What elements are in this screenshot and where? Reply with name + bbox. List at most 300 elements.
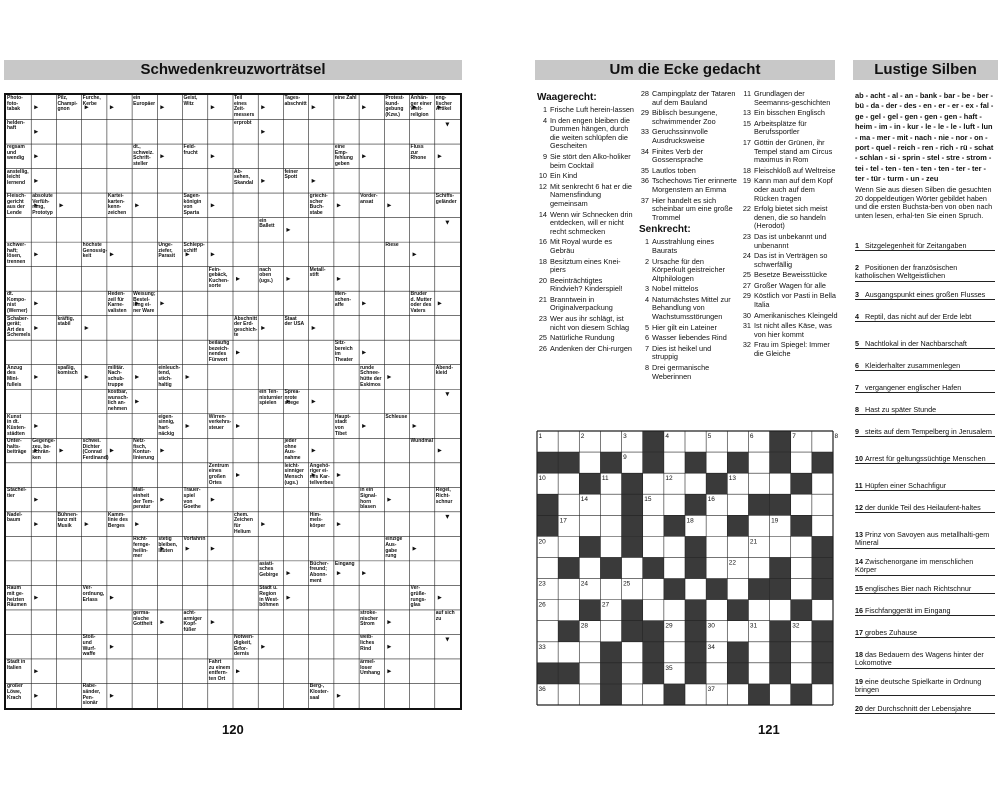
black-cell bbox=[537, 663, 558, 684]
black-cell bbox=[622, 494, 643, 515]
clue-text: Amerikanisches Kleingeld bbox=[754, 310, 838, 320]
clue-cell: schwer- haft; lösen, trennen bbox=[7, 242, 26, 265]
clue-text: Ursache für den Körperkult geistreicher Altphilologen bbox=[652, 256, 726, 283]
clue-arrow bbox=[261, 179, 265, 183]
clue-arrow bbox=[362, 424, 366, 428]
clue-arrow bbox=[110, 252, 114, 256]
black-cell bbox=[664, 515, 685, 536]
ecke-clue bbox=[639, 285, 737, 294]
clue-arrow bbox=[438, 154, 442, 158]
clue-text: Ein Kind bbox=[550, 171, 578, 181]
clue-arrow bbox=[110, 596, 114, 600]
clue-cell: germa- nische Gottheit bbox=[133, 609, 153, 628]
cell-number: 9 bbox=[623, 454, 627, 462]
ecke-clue bbox=[741, 109, 839, 118]
black-cell bbox=[812, 579, 833, 600]
clue-text: Ein bisschen Englisch bbox=[754, 108, 825, 118]
clue-arrow bbox=[110, 694, 114, 698]
clue-arrow bbox=[34, 326, 38, 330]
cell-number: 35 bbox=[665, 664, 673, 672]
silben-item-text: Arrest für geltungssüchtige Menschen bbox=[865, 454, 986, 463]
clue-text: Dies ist heikel und struppig bbox=[652, 343, 712, 362]
clue-text: Mit senkrecht 6 hat er die Namensfindung gemeinsam bbox=[550, 181, 632, 208]
ecke-clue bbox=[741, 271, 839, 280]
silben-section bbox=[855, 91, 995, 221]
clue-number: 12 bbox=[538, 181, 547, 191]
silben-item-text: der Durchschnitt der Lebensjahre bbox=[865, 704, 972, 713]
silben-item-text: Zwischenorgane im menschlichen Körper bbox=[855, 557, 974, 575]
clue-arrow bbox=[160, 620, 164, 624]
black-cell bbox=[770, 579, 791, 600]
clue-text: Göttin der Grünen, ihr Tempel stand am Circus maximus in Rom bbox=[754, 137, 833, 165]
clue-number: 9 bbox=[542, 151, 547, 161]
clue-arrow bbox=[286, 277, 290, 281]
cell-number: 29 bbox=[665, 622, 673, 630]
clue-arrow bbox=[160, 301, 164, 305]
clue-arrow bbox=[211, 154, 215, 158]
silben-item-text: Fischfanggerät im Eingang bbox=[865, 606, 951, 615]
clue-number: 22 bbox=[742, 204, 751, 214]
ecke-clue bbox=[537, 258, 635, 275]
ecke-clue bbox=[639, 90, 737, 107]
clue-cell: Unge- ziefer, Parasit bbox=[158, 242, 176, 260]
clue-number: 34 bbox=[640, 146, 649, 156]
cell-number: 3 bbox=[623, 433, 627, 440]
clue-cell: Ver- ordnung, Erlass bbox=[82, 585, 105, 603]
silben-item-number: 6 bbox=[855, 361, 859, 370]
black-cell bbox=[727, 642, 748, 663]
silben-item bbox=[855, 455, 995, 464]
clue-cell: ein Europäer bbox=[133, 95, 156, 107]
black-cell bbox=[748, 684, 769, 705]
ecke-clue bbox=[537, 315, 635, 332]
silben-item bbox=[855, 678, 995, 696]
clue-number: 4 bbox=[644, 294, 649, 304]
clue-number: 1 bbox=[542, 105, 547, 114]
clue-cell: Anhän- ger einer Welt- religion bbox=[410, 95, 432, 118]
clue-number: 2 bbox=[644, 256, 649, 266]
cell-number: 22 bbox=[728, 559, 737, 567]
clue-arrow bbox=[85, 375, 89, 379]
clue-number: 18 bbox=[742, 165, 751, 175]
clue-arrow bbox=[387, 620, 391, 624]
silben-item-text: Nachtlokal in der Nachbarschaft bbox=[865, 339, 967, 348]
page-number-left: 120 bbox=[222, 722, 244, 737]
clue-text: Wer aus ihr schlägt, ist nicht von diesem Schlag bbox=[550, 314, 630, 332]
clue-cell: Schiffs- geländer bbox=[435, 193, 457, 205]
clue-arrow bbox=[362, 350, 366, 354]
cell-number: 16 bbox=[707, 496, 715, 504]
clue-text: Grundlagen der Seemanns-geschichten bbox=[754, 89, 831, 107]
silben-item-number: 4 bbox=[855, 312, 859, 321]
black-cell bbox=[685, 642, 706, 663]
clue-arrow bbox=[160, 105, 164, 109]
clue-cell: ein Ballett bbox=[259, 217, 275, 230]
clue-cell: Men- schen- affe bbox=[334, 291, 351, 309]
black-cell bbox=[685, 663, 706, 684]
black-cell bbox=[622, 536, 643, 557]
clue-number: 18 bbox=[538, 256, 547, 266]
silben-item bbox=[855, 651, 995, 669]
clue-number: 31 bbox=[742, 321, 751, 331]
black-cell bbox=[600, 684, 621, 705]
silben-item bbox=[855, 362, 995, 371]
clue-cell: Vorder- ansat bbox=[360, 193, 378, 205]
black-cell bbox=[727, 515, 748, 536]
silben-item-number: 5 bbox=[855, 339, 859, 348]
ecke-clue-column-1 bbox=[537, 90, 635, 355]
cell-number: 10 bbox=[538, 475, 546, 483]
black-cell bbox=[685, 494, 706, 515]
clue-arrow bbox=[445, 392, 449, 396]
clue-cell: Bücher- freund; Abonn- ment bbox=[309, 560, 329, 584]
clue-text: Frau im Spiegel: Immer die Gleiche bbox=[754, 340, 830, 359]
silben-item-number: 16 bbox=[855, 606, 863, 615]
clue-cell: Teil eines Zeit- messers bbox=[234, 95, 255, 118]
clue-cell: Sagen- königin von Sparta bbox=[183, 193, 202, 216]
clue-cell: Metall- stift bbox=[309, 266, 326, 279]
cell-number: 26 bbox=[538, 601, 546, 609]
clue-cell: Geist, Witz bbox=[183, 95, 198, 107]
clue-arrow bbox=[445, 515, 449, 519]
black-cell bbox=[579, 536, 600, 557]
clue-cell: Eingang bbox=[334, 560, 355, 567]
black-cell bbox=[622, 473, 643, 494]
clue-number: 4 bbox=[542, 115, 547, 125]
silben-item-number: 10 bbox=[855, 454, 863, 463]
clue-cell: chem. Zeichen für Helium bbox=[234, 511, 253, 535]
ecke-clue bbox=[741, 90, 839, 107]
clue-arrow bbox=[236, 669, 240, 673]
clue-text: Sie stört den Alko-holiker beim Cocktail bbox=[550, 151, 631, 170]
clue-cell: Fein- gebäck, Kuchen- sorte bbox=[208, 266, 229, 290]
clue-cell: höchste Genossig- keit bbox=[82, 242, 108, 260]
silben-item bbox=[855, 384, 995, 393]
black-cell bbox=[812, 536, 833, 557]
silben-item bbox=[855, 291, 995, 300]
clue-cell: Wirren- verkehrs- steuer bbox=[208, 413, 232, 431]
silben-title-bar bbox=[853, 60, 998, 80]
clue-cell: eigen- sinnig, hart- näckig bbox=[158, 413, 175, 437]
clue-cell: spaßig, komisch bbox=[57, 364, 78, 377]
clue-arrow bbox=[261, 105, 265, 109]
clue-arrow bbox=[413, 252, 417, 256]
clue-arrow bbox=[211, 498, 215, 502]
clue-cell: Abend- kleid bbox=[435, 364, 453, 377]
clue-text: Großer Wagen für alle bbox=[754, 280, 826, 290]
clue-arrow bbox=[337, 203, 341, 207]
clue-text: Wasser liebendes Rind bbox=[652, 333, 727, 343]
clue-arrow bbox=[236, 473, 240, 477]
silben-item-number: 19 bbox=[855, 677, 863, 686]
clue-cell: eine Zahl bbox=[334, 95, 357, 101]
silben-item bbox=[855, 504, 995, 513]
black-cell bbox=[600, 452, 621, 473]
black-cell bbox=[770, 452, 791, 473]
clue-arrow bbox=[387, 669, 391, 673]
ecke-clue bbox=[537, 117, 635, 151]
clue-text: Das ist in Verträgen so schwerfällig bbox=[754, 251, 828, 269]
clue-cell: Kunst in dt. Küsten- städten bbox=[7, 413, 26, 437]
black-cell bbox=[727, 663, 748, 684]
cell-number: 11 bbox=[601, 475, 609, 483]
clue-cell: auf sich zu bbox=[435, 609, 455, 622]
black-cell bbox=[706, 473, 727, 494]
silben-item-text: das Bedauern des Wagens hinter der Lokomotive bbox=[855, 650, 984, 668]
ecke-clue bbox=[537, 172, 635, 181]
silben-item bbox=[855, 313, 995, 322]
silben-item-number: 14 bbox=[855, 557, 863, 566]
ecke-clue bbox=[639, 177, 737, 194]
cell-number: 23 bbox=[538, 580, 546, 588]
cell-number: 25 bbox=[623, 580, 631, 588]
clue-cell: Vorfahrin bbox=[183, 536, 206, 543]
schweden-grid-lines bbox=[6, 95, 460, 708]
clue-arrow bbox=[34, 301, 38, 305]
clue-arrow bbox=[445, 637, 449, 641]
clue-arrow bbox=[387, 645, 391, 649]
cell-number: 30 bbox=[707, 622, 715, 630]
clue-number: 28 bbox=[640, 89, 649, 98]
clue-text: Kann man auf dem Kopf oder auch auf dem Rücken tragen bbox=[754, 176, 833, 203]
clue-cell: Photo- foto- tabak bbox=[7, 95, 23, 113]
clue-text: Wenn wir Schnecken drin entdecken, will er nicht recht schmecken bbox=[550, 209, 633, 236]
silben-item-text: eine deutsche Spielkarte in Ordnung bringen bbox=[855, 677, 982, 695]
clue-cell: Raum mit ge- heizten Räumen bbox=[7, 585, 27, 609]
clue-text: Andenken der Chi-rurgen bbox=[550, 343, 632, 353]
clue-text: Besetze Beweisstücke bbox=[754, 270, 828, 280]
clue-text: Fleischkloß auf Weltreise bbox=[754, 165, 836, 175]
clue-cell: Regel, Richt- schnur bbox=[435, 487, 453, 505]
clue-cell: Ver- grüße- rungs- glas bbox=[410, 585, 427, 609]
clue-number: 26 bbox=[538, 343, 547, 353]
clue-text: Ist nicht alles Käse, was von hier kommt bbox=[754, 321, 832, 339]
clue-arrow bbox=[261, 326, 265, 330]
clue-arrow bbox=[445, 123, 449, 127]
clue-cell: Notwen- digkeit, Erfor- dernis bbox=[234, 634, 254, 658]
clue-arrow bbox=[286, 596, 290, 600]
silben-item-number: 2 bbox=[855, 263, 859, 272]
clue-arrow bbox=[261, 645, 265, 649]
black-cell bbox=[643, 557, 664, 578]
clue-arrow bbox=[337, 473, 341, 477]
clue-arrow bbox=[362, 301, 366, 305]
clue-arrow bbox=[413, 424, 417, 428]
ecke-clue bbox=[741, 233, 839, 250]
silben-item-text: Prinz von Savoyen aus metallhalti-gem Mineral bbox=[855, 530, 990, 548]
clue-arrow bbox=[438, 301, 442, 305]
silben-item-text: Hüpfen einer Schachfigur bbox=[865, 481, 947, 490]
clue-cell: Kartei- karten- kenn- zeichen bbox=[107, 193, 127, 216]
clue-cell: Schleuse bbox=[385, 413, 408, 420]
black-cell bbox=[685, 600, 706, 621]
clue-text: Branntwein in Originalverpackung bbox=[550, 294, 613, 313]
ecke-clue bbox=[741, 341, 839, 358]
clue-arrow bbox=[337, 522, 341, 526]
silben-item bbox=[855, 428, 995, 437]
silben-item bbox=[855, 482, 995, 491]
clue-arrow bbox=[186, 375, 190, 379]
clue-cell: erprobt bbox=[234, 119, 252, 126]
clue-arrow bbox=[445, 221, 449, 225]
cell-number: 7 bbox=[792, 433, 796, 440]
silben-item-number: 1 bbox=[855, 241, 859, 250]
clue-cell: Angehö- riger ei- nes Kar- tellverbes bbox=[309, 462, 334, 486]
clue-number: 10 bbox=[538, 171, 547, 181]
clue-text: Beeinträchtigtes Rindvieh? Kinderspiel! bbox=[550, 275, 623, 294]
black-cell bbox=[812, 557, 833, 578]
clue-cell: Sprea- nrote stiege bbox=[284, 389, 300, 407]
clue-arrow bbox=[413, 547, 417, 551]
clue-cell: ein Ten- nisturnier spielen bbox=[259, 389, 283, 407]
clue-arrow bbox=[34, 424, 38, 428]
clue-cell: beiläufig bezeich- nendes Fürwort bbox=[208, 340, 230, 363]
clue-arrow bbox=[135, 400, 139, 404]
black-cell bbox=[643, 452, 664, 473]
clue-text: Arbeitsplätze für Berufssportler bbox=[754, 118, 807, 137]
clue-number: 1 bbox=[644, 237, 649, 247]
clue-number: 14 bbox=[538, 209, 547, 219]
clue-number: 23 bbox=[742, 231, 751, 241]
clue-text: Ausstrahlung eines Baurats bbox=[652, 237, 715, 255]
black-cell bbox=[812, 621, 833, 642]
clue-arrow bbox=[312, 105, 316, 109]
black-cell bbox=[770, 557, 791, 578]
clue-arrow bbox=[186, 424, 190, 428]
cell-number: 13 bbox=[728, 475, 737, 483]
clue-arrow bbox=[438, 449, 442, 453]
cell-number: 12 bbox=[665, 475, 673, 483]
ecke-clue bbox=[639, 324, 737, 333]
silben-item bbox=[855, 629, 995, 638]
cell-number: 36 bbox=[538, 685, 546, 693]
clue-cell: leicht- sinniger Mensch (ugs.) bbox=[284, 462, 304, 486]
clue-arrow bbox=[438, 596, 442, 600]
clue-arrow bbox=[135, 203, 139, 207]
black-cell bbox=[558, 557, 579, 578]
black-cell bbox=[579, 473, 600, 494]
silben-item bbox=[855, 531, 995, 549]
clue-cell: Ab- sehen, Skandal bbox=[234, 168, 254, 186]
clue-arrow bbox=[286, 228, 290, 232]
clue-arrow bbox=[85, 522, 89, 526]
ecke-clue-column-2 bbox=[639, 90, 737, 383]
clue-arrow bbox=[236, 424, 240, 428]
silben-item bbox=[855, 340, 995, 349]
silben-item-number: 9 bbox=[855, 427, 859, 436]
black-cell bbox=[643, 642, 664, 663]
clue-arrow bbox=[312, 400, 316, 404]
schweden-title: Schwedenkreuzworträtsel bbox=[140, 61, 326, 78]
clue-arrow bbox=[211, 547, 215, 551]
clue-arrow bbox=[387, 498, 391, 502]
clue-arrow bbox=[34, 130, 38, 134]
ecke-grid-lines bbox=[537, 431, 839, 705]
ecke-clue-column-3 bbox=[741, 90, 839, 361]
black-cell bbox=[622, 600, 643, 621]
ecke-clue bbox=[537, 345, 635, 354]
clue-number: 36 bbox=[640, 176, 649, 186]
schweden-grid bbox=[4, 93, 462, 710]
clue-cell: dt. Kompo- nist (Werner) bbox=[7, 291, 28, 314]
clue-arrow bbox=[211, 252, 215, 256]
clue-arrow bbox=[135, 375, 139, 379]
clue-cell: feiner Spott bbox=[284, 168, 299, 181]
clue-cell: einzige Aus- gabe rung bbox=[385, 536, 403, 560]
ecke-grid bbox=[537, 431, 839, 705]
clue-cell: Fluss zur Rhone bbox=[410, 144, 427, 162]
ecke-clue bbox=[537, 296, 635, 313]
black-cell bbox=[706, 579, 727, 600]
ecke-clue bbox=[741, 282, 839, 291]
clue-cell: Unter- halts- beiträge bbox=[7, 438, 27, 456]
ecke-clue bbox=[639, 109, 737, 126]
black-cell bbox=[791, 473, 812, 494]
clue-arrow bbox=[387, 203, 391, 207]
ecke-clue bbox=[741, 177, 839, 203]
clue-text: Geruchssinnvolle Ausdrucksweise bbox=[652, 127, 708, 145]
clue-arrow bbox=[362, 571, 366, 575]
clue-cell: schwei. Dichter (Conrad Ferdinand) bbox=[82, 438, 109, 462]
ecke-clue bbox=[639, 197, 737, 223]
clue-arrow bbox=[110, 105, 114, 109]
clue-text: Erfolg bietet sich meist denen, die so handeln (Herodot) bbox=[754, 204, 828, 231]
black-cell bbox=[791, 515, 812, 536]
silben-item-text: Ausgangspunkt eines großen Flusses bbox=[865, 290, 986, 299]
clue-cell: Furche, Kerbe bbox=[82, 95, 101, 107]
clue-arrow bbox=[261, 522, 265, 526]
silben-item bbox=[855, 264, 995, 282]
clue-arrow bbox=[34, 522, 38, 526]
clue-cell: Maß- einheit der Tem- peratur bbox=[133, 487, 154, 511]
black-cell bbox=[537, 515, 558, 536]
black-cell bbox=[664, 684, 685, 705]
clue-cell: Richt- fernge- heilin- mer bbox=[133, 536, 151, 560]
clue-arrow bbox=[34, 105, 38, 109]
clue-number: 37 bbox=[640, 195, 649, 205]
clue-text: Besitztum eines Knei-piers bbox=[550, 256, 621, 275]
silben-item-number: 15 bbox=[855, 584, 863, 593]
black-cell bbox=[600, 557, 621, 578]
clue-text: Hier gilt ein Lateiner bbox=[652, 322, 717, 332]
clue-text: Natürliche Rundung bbox=[550, 333, 615, 343]
silben-item-text: Hast zu später Stunde bbox=[865, 405, 937, 414]
ecke-clue bbox=[741, 322, 839, 339]
black-cell bbox=[579, 600, 600, 621]
clue-cell: weib- liches Rind bbox=[360, 634, 375, 652]
black-cell bbox=[558, 452, 579, 473]
clue-cell: stroke- nischer Strom bbox=[360, 609, 378, 628]
clue-arrow bbox=[312, 449, 316, 453]
ecke-clue bbox=[639, 148, 737, 165]
clue-number: 35 bbox=[640, 165, 649, 175]
cell-number: 17 bbox=[559, 517, 567, 525]
clue-number: 29 bbox=[742, 291, 751, 301]
clue-number: 25 bbox=[538, 333, 547, 343]
clue-cell: absolute Verfüh- rung, Prototyp bbox=[32, 193, 53, 216]
clue-cell: Stadt u. Region in West- böhmen bbox=[259, 585, 279, 609]
ecke-clue bbox=[639, 364, 737, 381]
silben-item-text: Reptil, das nicht auf der Erde lebt bbox=[865, 312, 972, 321]
silben-item-number: 11 bbox=[855, 481, 863, 490]
clue-text: Nobel mittelos bbox=[652, 284, 699, 294]
clue-cell: Haupt- stadt von Tibet bbox=[334, 413, 351, 437]
cell-number: 24 bbox=[580, 580, 589, 588]
clue-cell: Netz- fisch, Kontur- linierung bbox=[133, 438, 155, 462]
ecke-clue bbox=[639, 238, 737, 255]
clue-cell: Stachel- tier bbox=[7, 487, 27, 499]
clue-cell: Fahrt zu einem entfern- ten Ort bbox=[208, 658, 231, 682]
